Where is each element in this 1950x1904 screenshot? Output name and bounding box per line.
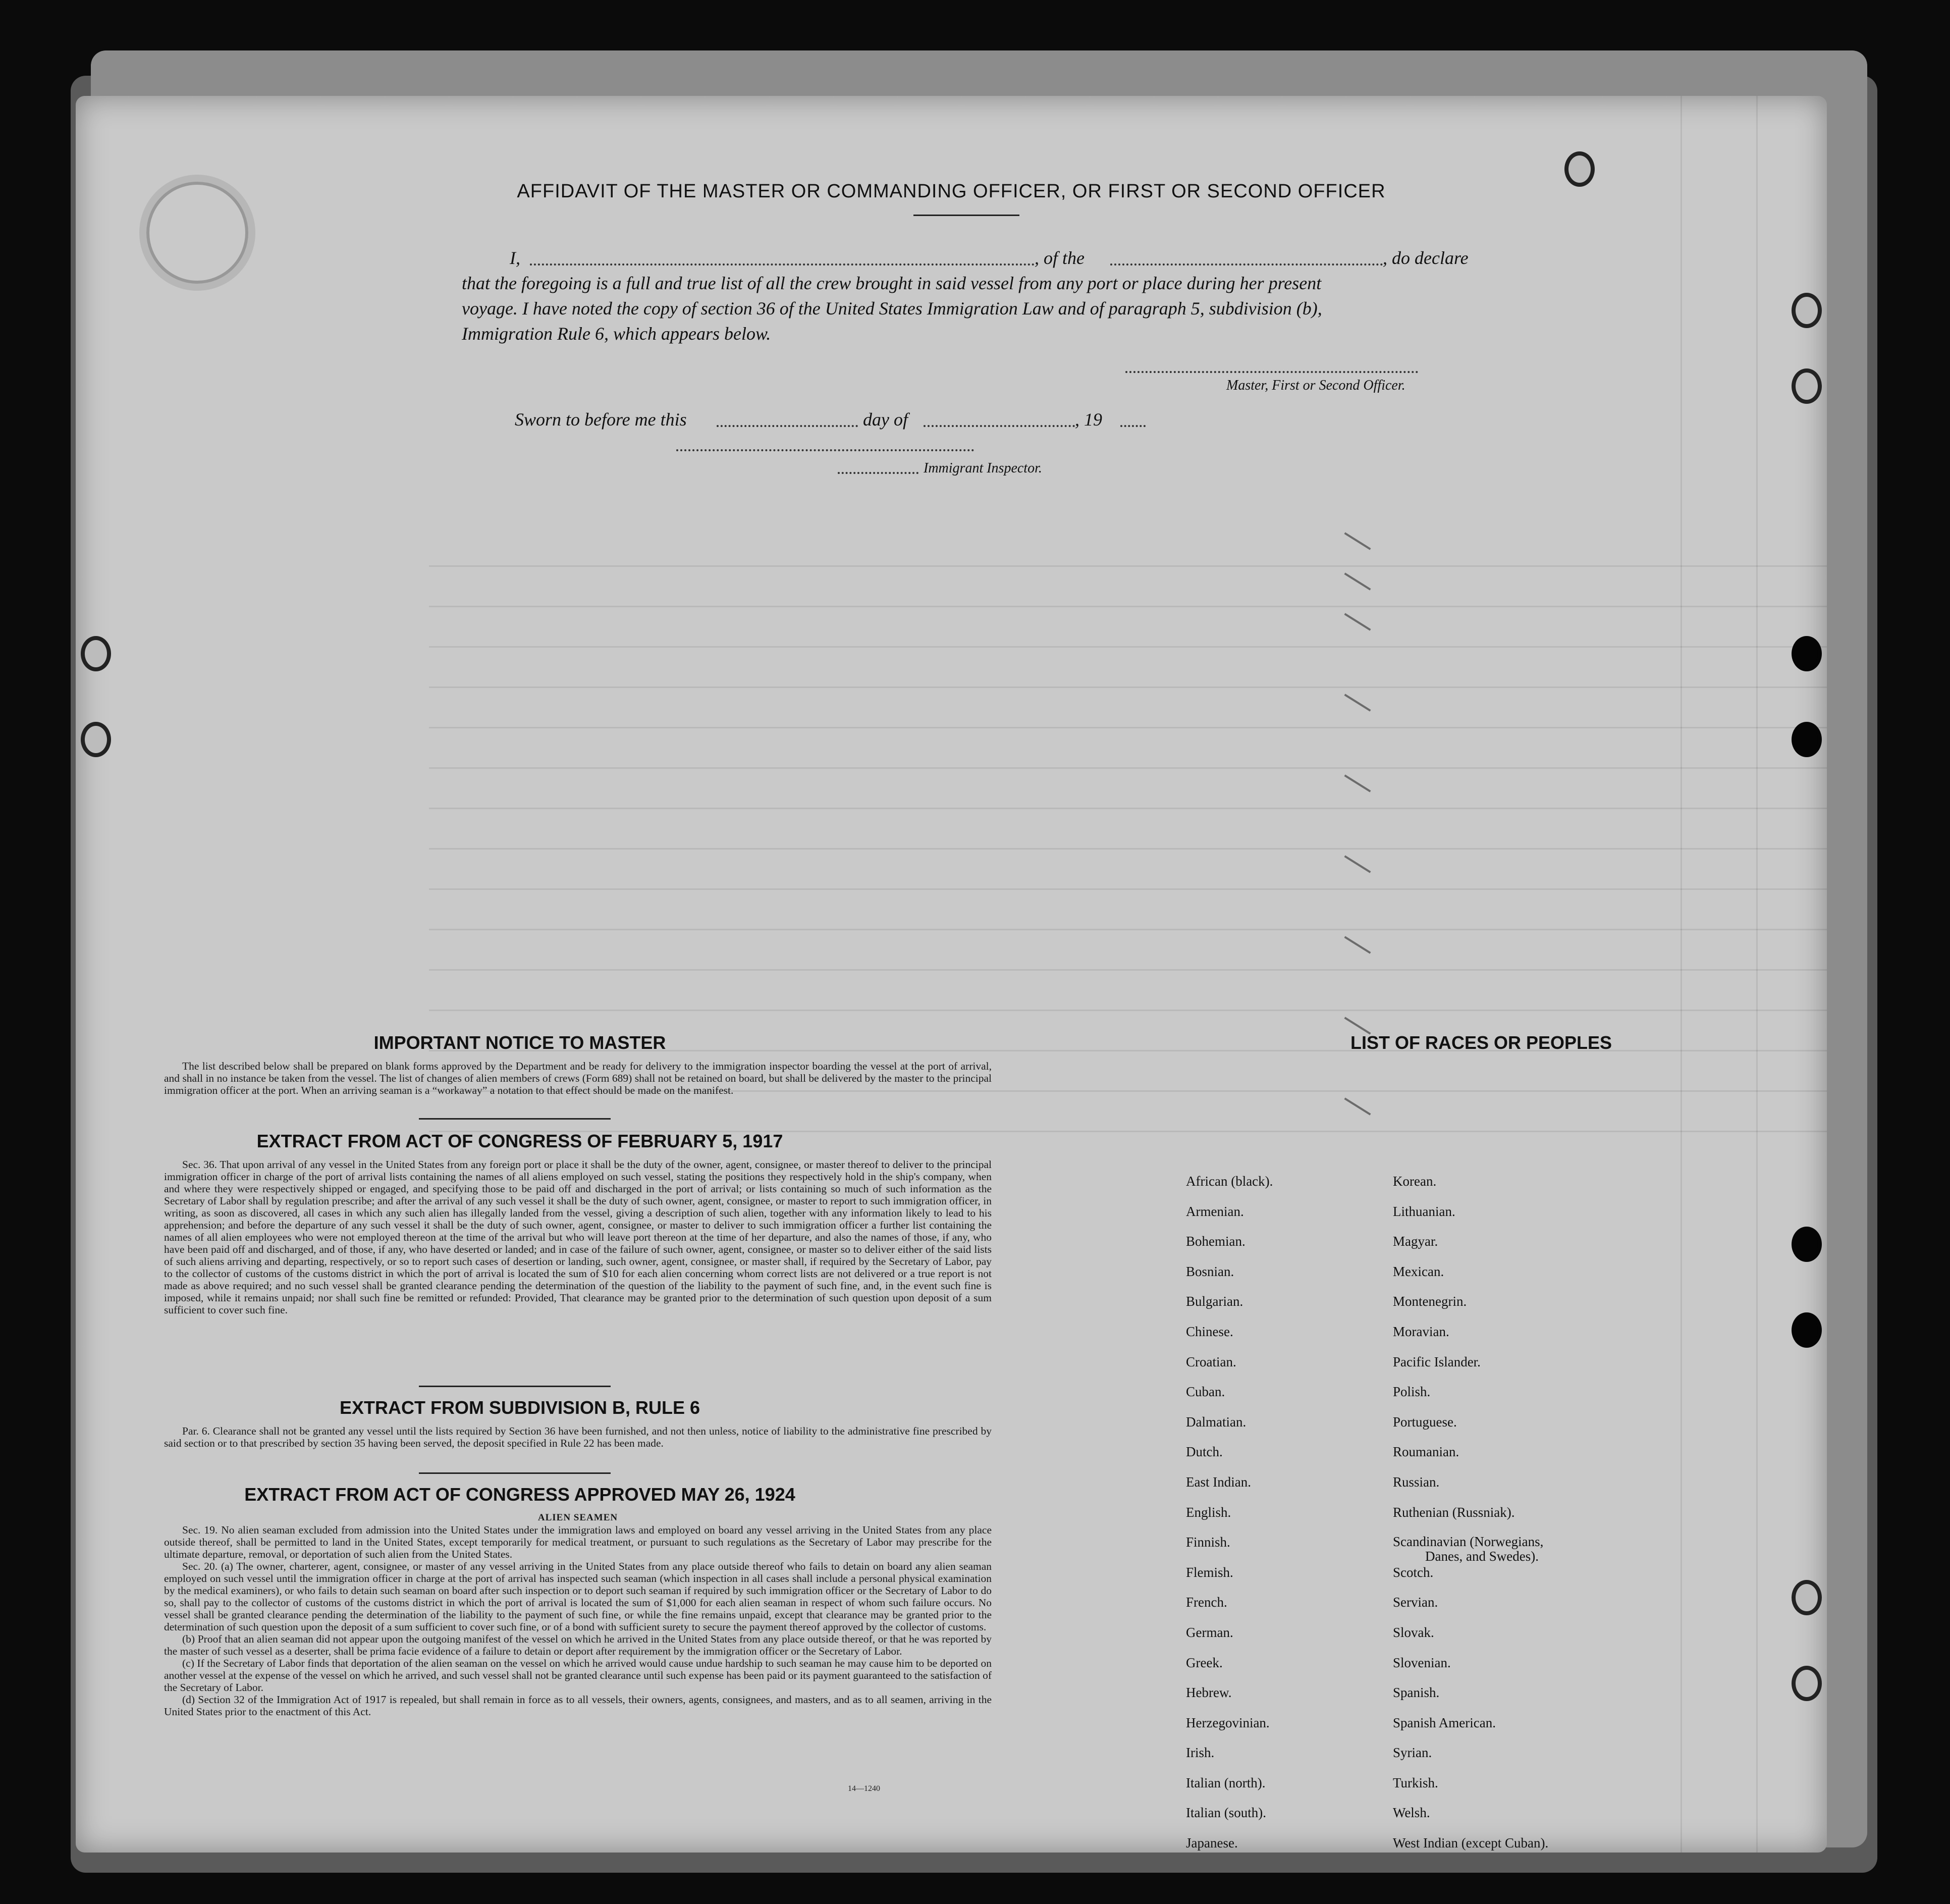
race-entry: Moravian. [1393,1324,1449,1339]
sworn-day-blank[interactable] [717,425,858,427]
par-6-paragraph: Par. 6. Clearance shall not be granted any vessel until the lists required by Section 36 have been furnished, and not then unless, notice of liability to the administrative fine prescribed by said section or to that prescribed by section 35 having been served, the deposit specified in Rule 22 has been made. [164,1425,992,1449]
rule-6-heading: EXTRACT FROM SUBDIVISION B, RULE 6 [339,1397,700,1418]
rank-blank[interactable] [1110,263,1383,266]
race-entry: Dalmatian. [1186,1414,1247,1430]
race-entry: Flemish. [1186,1564,1233,1580]
race-entry: West Indian (except Cuban). [1393,1835,1549,1851]
extract-1917-heading: EXTRACT FROM ACT OF CONGRESS OF FEBRUARY 5, 1917 [256,1131,783,1151]
race-entry: Russian. [1393,1474,1440,1490]
declaration-line-4: Immigration Rule 6, which appears below. [462,324,771,344]
punch-hole [1792,636,1822,671]
race-entry: Polish. [1393,1384,1431,1400]
race-entry: Slovak. [1393,1624,1434,1640]
bleed-through-line [429,767,1827,769]
races-right-column [1393,1174,1548,1853]
race-entry: Korean. [1393,1174,1437,1189]
master-signature-caption: Master, First or Second Officer. [1226,378,1405,393]
sec-36-paragraph: Sec. 36. That upon arrival of any vessel in the United States from any foreign port or place it shall be the duty of the owner, agent, consignee, or master thereof to deliver to the principal immigration officer in charge of the port of arrival lists containing the names of all aliens employed on such vessel, stating the positions they respectively hold in the ship's company, when and where they were respectively shipped or engaged, and specifying those to be paid off and discharged in the port of arrival; or lists containing so much of such information as the Secretary of Labor shall by regulation prescribe; and after the arrival of any such vessel it shall be the duty of such owner, agent, consignee, or master to report to such immigration officer, in writing, as soon as discovered, all cases in which any such alien has illegally landed from the vessel, giving a description of such alien, together with any information likely to lead to his apprehension; and before the departure of any such vessel it shall be the duty of such owner, agent, consignee, or master to deliver to such immigration officer a further list containing the names of all alien employees who were not employed thereon at the time of the arrival but who will leave port thereon at the time of her departure, and also the names of those, if any, who have been paid off and discharged, and of those, if any, who have deserted or landed; and in case of the failure of such owner, agent, consignee, or master so to deliver either of the said lists of such aliens arriving and departing, respectively, or so to report such cases of desertion or landing, such owner, agent, consignee, or master shall, if required by the Secretary of Labor, pay to the collector of customs of the customs district in which the port of arrival is located the sum of $10 for each alien concerning whom correct lists are not delivered or a true report is not made as above required; and no such vessel shall be granted clearance pending the determination of the question of the liability to the payment of such fine, and, in the event such fine is imposed, while it remains unpaid; nor shall such fine be remitted or refunded: Provided, That clearance may be granted prior to the determination of such question upon deposit of a sum sufficient to cover such fine. [164,1158,992,1316]
master-signature-blank[interactable] [1125,371,1418,373]
bleed-through-line [429,606,1827,607]
alien-seamen-subheading: ALIEN SEAMEN [537,1512,618,1523]
affidavit-title: AFFIDAVIT OF THE MASTER OR COMMANDING OFFICER, OR FIRST OR SECOND OFFICER [517,181,1386,202]
manifest-back-page [76,96,1827,1853]
sworn-day-of-text: day of [863,409,908,430]
bleed-through-line [1681,96,1682,1853]
bleed-through-line [1756,96,1758,1853]
extract-1924-heading: EXTRACT FROM ACT OF CONGRESS APPROVED MAY 26, 1924 [244,1484,795,1505]
rule-6-text [164,1425,992,1449]
race-entry [1393,1535,1548,1565]
race-entry: Turkish. [1393,1775,1438,1790]
race-entry: Roumanian. [1393,1444,1459,1460]
bleed-through-mark [1344,572,1371,590]
race-entry-line: Scandinavian (Norwegians, [1393,1534,1544,1550]
race-entry: Cuban. [1186,1384,1225,1400]
race-entry: French. [1186,1595,1227,1610]
bleed-through-mark [1344,855,1371,873]
sec-20b-paragraph: (b) Proof that an alien seaman did not appear upon the outgoing manifest of the vessel on which he arrived in the United States from any place outside thereof, or that he was reported by the master of such vessel as a deserter, shall be prima facie evidence of a failure to detain or deport after requirement by the immigration officer or the Secretary of Labor. [164,1633,992,1657]
race-entry: Syrian. [1393,1745,1432,1761]
bleed-through-line [429,969,1827,971]
race-entry: Magyar. [1393,1234,1438,1249]
race-entry: Welsh. [1393,1805,1430,1821]
section-rule [419,1118,611,1120]
sec-20d-paragraph: (d) Section 32 of the Immigration Act of 1917 is repealed, but shall remain in force as to all vessels, their owners, agents, consignees, and masters, and as to all seamen, arriving in the United States prior to the enactment of this Act. [164,1694,992,1718]
bleed-through-line [429,686,1827,688]
sworn-year-prefix: , 19 [1075,409,1102,430]
race-entry: Hebrew. [1186,1685,1232,1701]
declaration-i: I, [510,248,520,268]
notice-heading: IMPORTANT NOTICE TO MASTER [373,1032,666,1053]
inspector-prefix-blank [838,472,918,474]
race-entry: Ruthenian (Russniak). [1393,1504,1515,1520]
bleed-through-mark [1344,1097,1371,1115]
race-entry: Armenian. [1186,1203,1244,1219]
bleed-through-mark [1344,694,1371,711]
race-entry: Japanese. [1186,1835,1238,1851]
race-entry: Herzegovinian. [1186,1715,1270,1730]
race-entry: Lithuanian. [1393,1203,1455,1219]
race-entry-line: Danes, and Swedes). [1425,1549,1539,1564]
punch-hole [1792,1312,1822,1348]
bleed-through-mark [1344,613,1371,630]
race-entry: Spanish American. [1393,1715,1496,1730]
sec-20a-paragraph: Sec. 20. (a) The owner, charterer, agent, consignee, or master of any vessel arriving in the United States from any place outside thereof who fails to detain on board any alien seaman employed on such vessel until the immigration officer in charge at the port of arrival has inspected such seaman (which inspection in all cases shall include a personal physical examination by the medical examiners), or who fails to detain such seaman on board after such inspection or to deport such seaman if required by such immigration officer or the Secretary of Labor to do so, shall pay to the collector of customs of the customs district in which the port of arrival is located the sum of $1,000 for each alien seaman in respect of whom such failure occurs. No vessel shall be granted clearance pending the determination of the liability to the payment of such fine, or while the fine remains unpaid, except that clearance may be granted prior to the determination of such question upon the deposit of a sum sufficient to cover such fine, or of a bond with sufficient surety to secure the payment thereof approved by the collector of customs. [164,1560,992,1633]
race-entry: Chinese. [1186,1324,1233,1339]
declaration-line-2: that the foregoing is a full and true list of all the crew brought in said vessel from any port or place during her present [462,273,1322,293]
race-entry: Italian (south). [1186,1805,1266,1821]
sworn-before-text: Sworn to before me this [515,409,687,430]
race-entry: Bosnian. [1186,1263,1234,1279]
section-rule [419,1472,611,1474]
race-entry: Slovenian. [1393,1655,1451,1670]
extract-1924-text [164,1512,992,1718]
race-entry: Bohemian. [1186,1234,1245,1249]
race-entry: English. [1186,1504,1231,1520]
race-entry: German. [1186,1624,1233,1640]
bleed-through-line [429,646,1827,648]
race-entry: Portuguese. [1393,1414,1457,1430]
punch-hole [1792,1580,1822,1615]
race-entry: Mexican. [1393,1263,1444,1279]
notice-text [164,1060,992,1096]
race-entry: African (black). [1186,1174,1273,1189]
declaration-of-the: , of the [1035,248,1085,268]
form-number: 14—1240 [848,1784,880,1793]
races-left-column [1186,1174,1273,1853]
declaration-line-3: voyage. I have noted the copy of section 36 of the United States Immigration Law and of paragraph 5, subdivision (b), [462,298,1322,319]
punch-hole [1792,368,1822,404]
bleed-through-mark [1344,936,1371,954]
races-heading: LIST OF RACES OR PEOPLES [1350,1032,1612,1053]
declaration-do-declare: , do declare [1383,248,1469,268]
race-entry: Bulgarian. [1186,1294,1243,1309]
race-entry: Finnish. [1186,1535,1230,1550]
inspector-caption: Immigrant Inspector. [924,460,1042,476]
race-entry: East Indian. [1186,1474,1251,1490]
race-entry: Montenegrin. [1393,1294,1467,1309]
bleed-through-line [429,848,1827,850]
sworn-year-blank[interactable] [1120,425,1146,427]
race-entry: Croatian. [1186,1354,1236,1369]
race-entry: Servian. [1393,1595,1438,1610]
sec-20c-paragraph: (c) If the Secretary of Labor finds that deportation of the alien seaman on the vessel on which he arrived would cause undue hardship to such seaman he may cause him to be deported on another vessel at the expense of the vessel on which he arrived, and such vessel shall not be granted clearance until such expense has been paid or its payment guaranteed to the satisfaction of the Secretary of Labor. [164,1657,992,1694]
bleed-through-line [429,929,1827,930]
punch-hole [1792,1227,1822,1262]
inspector-signature-blank[interactable] [676,449,974,451]
section-rule [419,1386,611,1387]
title-rule [913,215,1019,216]
bleed-through-mark [1344,532,1371,550]
race-entry: Scotch. [1393,1564,1434,1580]
extract-1917-text [164,1158,992,1316]
sec-19-paragraph: Sec. 19. No alien seaman excluded from admission into the United States under the immigration laws and employed on board any vessel arriving in the United States from any place outside thereof, shall be permitted to land in the United States, except temporarily for medical treatment, or pursuant to such regulations as the Secretary of Labor may prescribe for the ultimate departure, removal, or deportation of such alien from the United States. [164,1524,992,1560]
race-entry: Irish. [1186,1745,1215,1761]
race-entry: Dutch. [1186,1444,1223,1460]
race-entry: Pacific Islander. [1393,1354,1481,1369]
bleed-through-line [429,1010,1827,1011]
name-blank[interactable] [530,263,1035,266]
sworn-month-blank[interactable] [924,425,1075,427]
bleed-through-line [429,888,1827,890]
race-entry: Spanish. [1393,1685,1440,1701]
race-entry: Italian (north). [1186,1775,1266,1790]
bleed-through-mark [1344,774,1371,792]
punch-hole [1792,1666,1822,1701]
bleed-through-line [429,565,1827,567]
punch-hole [81,636,111,671]
race-entry: Greek. [1186,1655,1223,1670]
punch-hole [1792,293,1822,328]
notice-paragraph: The list described below shall be prepared on blank forms approved by the Department and be ready for delivery to the immigration inspector boarding the vessel at the port of arrival, and shall in no instance be taken from the vessel. The list of changes of alien members of crews (Form 689) shall not be retained on board, but shall be delivered by the master to the principal immigration officer at the port. When an arriving seaman is a “workaway” a notation to that effect should be made on the manifest. [164,1060,992,1096]
bleed-through-line [429,808,1827,809]
punch-hole [1792,722,1822,757]
bleed-through-line [429,727,1827,728]
punch-hole [81,722,111,757]
